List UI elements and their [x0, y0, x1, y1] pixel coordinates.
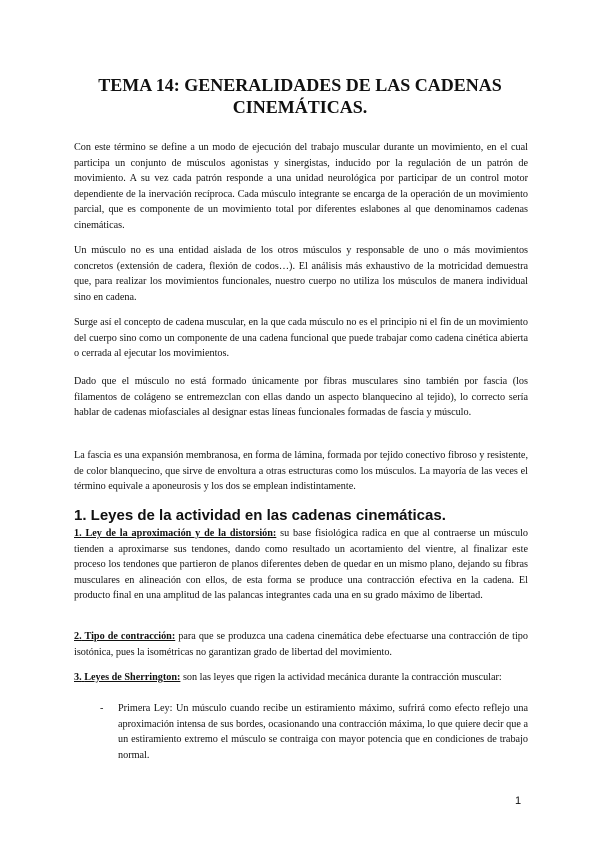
paragraph-muscle-entity: Un músculo no es una entidad aislada de los otros músculos y responsable de uno o más movimientos concretos (extensión de cadera, flexión de codos…). El análisis más exhaustivo de la motricidad demuestra que, para realizar los movimientos funcionales, nuestro cuerpo no utiliza los músculos de manera individual sino en cadena. — [74, 245, 528, 303]
law-sherrington-title: 3. Leyes de Sherrington: — [74, 672, 181, 683]
page-title: TEMA 14: GENERALIDADES DE LAS CADENAS CINEMÁTICAS. — [98, 75, 502, 117]
bullet-marker: - — [100, 703, 104, 714]
law-approximation-title: 1. Ley de la aproximación y de la distorsión: — [74, 528, 277, 539]
paragraph-myofascial: Dado que el músculo no está formado únicamente por fibras musculares sino también por fascia (los filamentos de colágeno se entremezclan con ellas dando un aspecto blanquecino al tejido), lo correcto sería hablar de cadenas miofasciales al designar estas líneas funcionales formadas de fascia y músculo. — [74, 376, 528, 419]
law-contraction-type-text: para que se produzca una cadena cinemática debe efectuarse una contracción de tipo isotónica, pues la isométricas no garantizan grado de libertad del movimiento. — [74, 631, 528, 658]
law-approximation — [74, 526, 528, 604]
paragraph-muscle-chain: Surge así el concepto de cadena muscular, en la que cada músculo no es el principio ni el fin de un movimiento del cuerpo sino como un componente de una cadena funcional que puede trabajar como cadena cinética abierta o cerrada al ejecutar los movimientos. — [74, 317, 528, 360]
law-contraction-type-title: 2. Tipo de contracción: — [74, 631, 176, 642]
law-approximation-text: su base fisiológica radica en que al contraerse un músculo tienden a aproximarse sus tendones, dando como resultado un acortamiento del vientre, al finalizar este proceso los tendones que partieron de planos diferentes deben de quedar en un mismo plano, dejando su fibras musculares en alineación con ellos, de esta forma se produce una contracción efectiva en la cadena. El producto final en una amplitud de las palancas integrantes cada una en su grado máximo de libertad. — [74, 528, 528, 602]
paragraph-definition: Con este término se define a un modo de ejecución del trabajo muscular durante un movimiento, en el cual participa un conjunto de músculos agonistas y sinergistas, inducido por la regulación de un patrón de movimiento. A su vez cada patrón responde a una unidad neurológica por participar de un control motor dependiente de la inervación recíproca. Cada músculo integrante se encarga de la operación de un movimiento parcial, que es componente de un movimiento total por diferentes eslabones al que denominamos cadenas cinemáticas. — [74, 142, 528, 231]
law-sherrington-text: son las leyes que rigen la actividad mecánica durante la contracción muscular: — [180, 672, 502, 683]
section-heading: 1. Leyes de la actividad en las cadenas cinemáticas. — [74, 507, 446, 524]
law-sherrington — [74, 670, 528, 686]
page-number: 1 — [515, 795, 522, 807]
paragraph-fascia: La fascia es una expansión membranosa, en forma de lámina, formada por tejido conectivo fibroso y resistente, de color blanquecino, que sirve de envoltura a otras estructuras como los músculos. La mayoría de las veces el término equivale a aponeurosis y los dos se emplean indistintamente. — [74, 450, 528, 493]
bullet-first-law: Primera Ley: Un músculo cuando recibe un estiramiento máximo, sufrirá como efecto reflejo una aproximación intensa de sus bordes, ocasionando una contracción máxima, lo que quiere decir que a un estiramiento extremo el músculo se contraiga con mayor potencia que en condiciones de trabajo normal. — [118, 703, 528, 761]
law-contraction-type — [74, 629, 528, 660]
